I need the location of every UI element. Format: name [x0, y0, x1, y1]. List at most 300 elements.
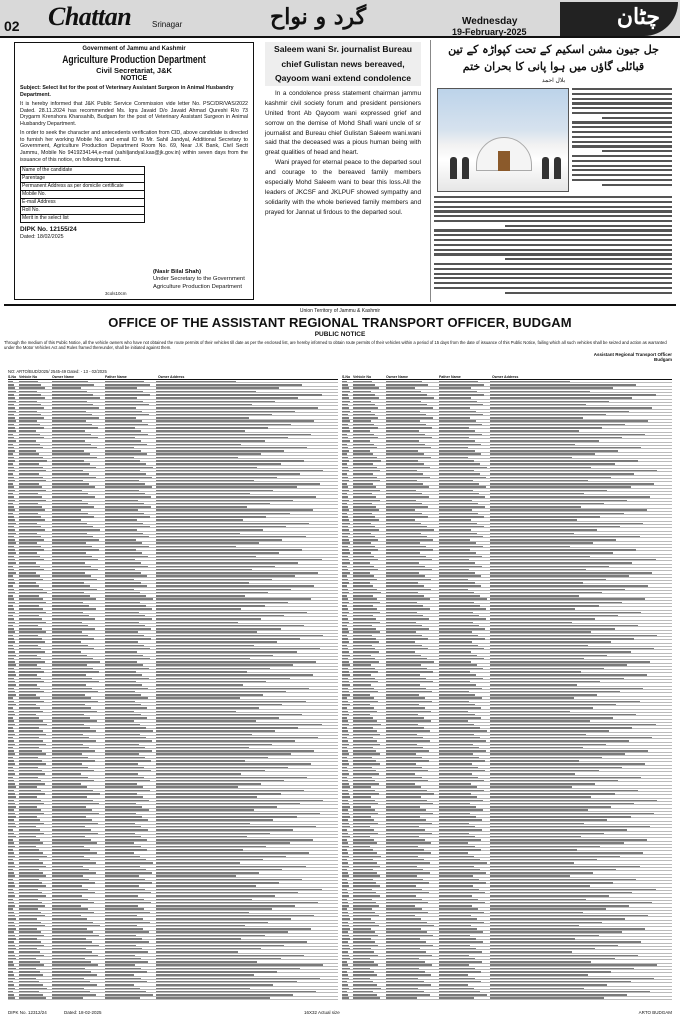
table-cell	[105, 961, 148, 963]
table-cell	[353, 664, 371, 666]
table-cell	[19, 938, 37, 940]
table-cell	[156, 648, 320, 650]
table-cell	[342, 407, 349, 409]
table-cell	[8, 945, 15, 947]
table-cell	[342, 892, 348, 894]
table-cell	[353, 701, 378, 703]
table-cell	[52, 678, 92, 680]
table-cell	[490, 730, 609, 732]
table-cell	[156, 829, 293, 831]
table-cell	[105, 800, 149, 802]
table-cell	[19, 546, 41, 548]
table-cell	[52, 523, 87, 525]
table-cell	[490, 539, 616, 541]
table-cell	[386, 727, 424, 729]
table-cell	[439, 562, 475, 564]
table-cell	[19, 463, 39, 465]
form-row: Roll No.	[21, 206, 145, 214]
table-cell	[105, 849, 147, 851]
table-cell	[386, 895, 416, 897]
table-cell	[386, 971, 425, 973]
table-cell	[342, 516, 348, 518]
text-line	[572, 131, 672, 133]
table-cell	[386, 684, 420, 686]
table-cell	[353, 526, 375, 528]
table-cell	[105, 529, 137, 531]
table-cell	[490, 664, 627, 666]
table-cell	[353, 645, 372, 647]
table-cell	[342, 589, 348, 591]
table-cell	[490, 453, 595, 455]
table-cell	[19, 533, 37, 535]
table-cell	[439, 694, 475, 696]
table-cell	[342, 783, 349, 785]
table-cell	[490, 912, 583, 914]
table-cell	[105, 796, 143, 798]
table-cell	[342, 786, 350, 788]
table-cell	[353, 651, 379, 653]
table-cell	[105, 404, 149, 406]
table-cell	[19, 401, 37, 403]
text-line	[572, 102, 672, 104]
table-cell	[8, 846, 15, 848]
table-cell	[156, 988, 250, 990]
table-cell	[353, 480, 380, 482]
table-cell	[353, 397, 379, 399]
table-cell	[8, 951, 14, 953]
table-cell	[156, 453, 261, 455]
table-cell	[8, 424, 14, 426]
table-cell	[490, 437, 622, 439]
table-cell	[342, 401, 350, 403]
table-cell	[156, 941, 307, 943]
text-line	[434, 268, 672, 270]
table-cell	[156, 529, 263, 531]
table-cell	[353, 984, 377, 986]
table-cell	[156, 585, 314, 587]
table-cell	[8, 542, 16, 544]
table-cell	[439, 720, 468, 722]
table-cell	[156, 747, 249, 749]
table-cell	[386, 453, 424, 455]
table-cell	[439, 457, 468, 459]
table-cell	[156, 955, 304, 957]
table-cell	[19, 912, 41, 914]
table-cell	[52, 500, 82, 502]
form-row: Permanent Address as per domicile certificate	[21, 182, 145, 190]
table-cell	[342, 473, 347, 475]
table-cell	[156, 671, 247, 673]
table-cell	[19, 404, 41, 406]
table-cell	[490, 720, 590, 722]
table-cell	[52, 760, 95, 762]
table-cell	[105, 803, 136, 805]
table-cell	[439, 806, 476, 808]
table-cell	[156, 589, 291, 591]
table-cell	[353, 971, 374, 973]
table-cell	[342, 440, 350, 442]
table-cell	[490, 717, 613, 719]
table-cell	[342, 615, 347, 617]
table-cell	[490, 694, 597, 696]
table-cell	[342, 819, 348, 821]
table-cell	[8, 612, 15, 614]
table-cell	[490, 509, 647, 511]
table-cell	[8, 509, 15, 511]
table-cell	[52, 493, 88, 495]
table-cell	[19, 397, 45, 399]
table-cell	[52, 681, 99, 683]
table-cell	[156, 407, 318, 409]
table-cell	[353, 945, 378, 947]
table-cell	[8, 539, 15, 541]
table-cell	[386, 585, 424, 587]
table-cell	[19, 697, 40, 699]
table-cell	[386, 674, 420, 676]
table-cell	[353, 625, 372, 627]
table-cell	[52, 984, 97, 986]
table-cell	[19, 447, 43, 449]
table-cell	[342, 803, 349, 805]
table-cell	[342, 714, 349, 716]
table-cell	[8, 651, 15, 653]
table-cell	[490, 536, 640, 538]
table-cell	[439, 984, 468, 986]
table-cell	[439, 997, 474, 999]
table-cell	[439, 539, 470, 541]
table-cell	[386, 701, 432, 703]
table-cell	[386, 539, 433, 541]
table-cell	[19, 470, 46, 472]
table-cell	[105, 381, 144, 383]
table-cell	[52, 991, 90, 993]
table-cell	[342, 546, 348, 548]
table-cell	[342, 526, 348, 528]
table-cell	[386, 542, 420, 544]
table-cell	[353, 816, 371, 818]
notice-dip-number: DIPK No. 12155/24	[20, 225, 77, 233]
table-cell	[19, 579, 43, 581]
table-cell	[386, 964, 432, 966]
table-cell	[105, 948, 142, 950]
table-cell	[490, 806, 611, 808]
table-cell	[386, 974, 431, 976]
table-cell	[52, 879, 89, 881]
table-cell	[105, 447, 134, 449]
table-cell	[439, 463, 480, 465]
table-cell	[342, 941, 348, 943]
table-cell	[52, 935, 99, 937]
table-cell	[386, 490, 416, 492]
table-cell	[490, 486, 631, 488]
table-cell	[105, 783, 137, 785]
table-cell	[105, 922, 150, 924]
table-cell	[8, 816, 16, 818]
table-cell	[386, 552, 420, 554]
table-cell	[52, 981, 90, 983]
table-cell	[386, 780, 428, 782]
table-cell	[19, 387, 45, 389]
table-cell	[490, 434, 645, 436]
table-cell	[353, 628, 376, 630]
table-cell	[439, 490, 473, 492]
table-cell	[490, 631, 591, 633]
table-cell	[439, 988, 474, 990]
table-cell	[439, 602, 474, 604]
table-cell	[342, 559, 349, 561]
table-cell	[105, 678, 149, 680]
table-cell	[52, 533, 87, 535]
table-cell	[52, 948, 86, 950]
table-cell	[8, 668, 14, 670]
table-cell	[52, 714, 84, 716]
table-cell	[19, 658, 41, 660]
condolence-headline: Saleem wani Sr. journalist Bureau chief Gulistan news bereaved, Qayoom wani extend condolence	[265, 42, 421, 86]
table-cell	[439, 519, 471, 521]
notice-subject: Subject: Select list for the post of Veterinary Assistant Surgeon in Animal Husbandry Department.	[20, 85, 234, 98]
table-cell	[439, 704, 475, 706]
table-cell	[490, 971, 611, 973]
text-line	[572, 88, 672, 90]
table-cell	[490, 744, 606, 746]
table-cell	[8, 928, 16, 930]
table-cell	[19, 539, 44, 541]
table-cell	[439, 638, 485, 640]
table-cell	[342, 562, 350, 564]
table-cell	[156, 773, 241, 775]
signatory-name: (Nasir Bilal Shah)	[153, 268, 201, 275]
table-cell	[353, 401, 371, 403]
table-cell	[156, 605, 265, 607]
table-cell	[342, 575, 347, 577]
table-cell	[439, 826, 475, 828]
table-cell	[52, 773, 81, 775]
table-cell	[386, 503, 422, 505]
table-cell	[8, 704, 16, 706]
table-cell	[105, 493, 145, 495]
table-cell	[52, 997, 83, 999]
urdu-logo	[560, 2, 678, 36]
table-cell	[105, 991, 146, 993]
table-cell	[156, 447, 307, 449]
table-cell	[386, 753, 416, 755]
table-cell	[156, 974, 254, 976]
table-cell	[353, 674, 371, 676]
table-cell	[19, 681, 44, 683]
table-cell	[52, 411, 86, 413]
table-cell	[156, 714, 302, 716]
table-cell	[490, 391, 590, 393]
table-cell	[342, 912, 348, 914]
table-cell	[156, 417, 249, 419]
table-cell	[490, 790, 638, 792]
table-cell	[342, 509, 349, 511]
table-cell	[353, 823, 378, 825]
table-cell	[386, 777, 422, 779]
table-cell	[8, 786, 16, 788]
table-cell	[490, 701, 640, 703]
table-cell	[439, 470, 474, 472]
table-cell	[8, 579, 14, 581]
table-cell	[386, 509, 415, 511]
table-cell	[52, 931, 93, 933]
rto-title: OFFICE OF THE ASSISTANT REGIONAL TRANSPORT OFFICER, BUDGAM	[108, 315, 572, 330]
table-cell	[156, 572, 318, 574]
table-cell	[490, 892, 632, 894]
table-cell	[52, 955, 98, 957]
table-cell	[105, 730, 153, 732]
table-cell	[386, 852, 431, 854]
notice-dated: Dated: 18/02/2025	[20, 233, 64, 240]
photo-person	[462, 157, 469, 179]
table-cell	[490, 984, 607, 986]
table-cell	[439, 450, 475, 452]
table-cell	[156, 997, 270, 999]
table-cell	[19, 717, 39, 719]
table-cell	[105, 875, 139, 877]
table-cell	[386, 486, 429, 488]
table-cell	[353, 938, 371, 940]
table-cell	[342, 463, 347, 465]
table-cell	[490, 763, 645, 765]
table-cell	[156, 612, 307, 614]
table-cell	[490, 625, 638, 627]
table-cell	[439, 453, 481, 455]
table-cell	[52, 813, 99, 815]
table-cell	[156, 869, 282, 871]
table-cell	[490, 651, 631, 653]
table-cell	[156, 849, 243, 851]
table-cell	[52, 490, 82, 492]
table-cell	[386, 493, 422, 495]
table-cell	[490, 569, 586, 571]
table-cell	[105, 526, 150, 528]
table-cell	[52, 915, 81, 917]
table-cell	[19, 407, 44, 409]
table-cell	[19, 750, 42, 752]
table-cell	[52, 674, 86, 676]
table-cell	[105, 724, 140, 726]
table-cell	[52, 625, 88, 627]
table-cell	[353, 595, 373, 597]
table-cell	[386, 997, 417, 999]
table-cell	[156, 717, 279, 719]
table-cell	[342, 931, 348, 933]
table-cell	[19, 559, 44, 561]
table-cell	[490, 928, 645, 930]
table-cell	[52, 401, 87, 403]
table-cell	[439, 895, 472, 897]
table-cell	[439, 651, 471, 653]
table-cell	[386, 668, 427, 670]
table-cell	[8, 684, 16, 686]
table-cell	[52, 895, 82, 897]
table-cell	[19, 839, 40, 841]
table-cell	[8, 707, 13, 709]
text-line	[434, 239, 672, 241]
table-cell	[353, 566, 374, 568]
table-cell	[52, 470, 83, 472]
table-cell	[386, 533, 421, 535]
table-cell	[8, 740, 14, 742]
table-cell	[490, 866, 640, 868]
table-cell	[353, 694, 370, 696]
text-line	[505, 258, 672, 260]
table-cell	[19, 575, 40, 577]
table-cell	[52, 404, 93, 406]
table-cell	[156, 444, 241, 446]
table-cell	[490, 836, 581, 838]
table-cell	[353, 391, 371, 393]
table-cell	[8, 605, 13, 607]
table-cell	[156, 513, 290, 515]
table-cell	[342, 836, 350, 838]
table-cell	[156, 546, 236, 548]
table-cell	[490, 875, 570, 877]
table-cell	[490, 519, 577, 521]
table-cell	[439, 598, 487, 600]
table-cell	[52, 740, 96, 742]
table-cell	[156, 826, 316, 828]
table-cell	[156, 615, 284, 617]
table-cell	[52, 483, 89, 485]
table-cell	[439, 486, 486, 488]
table-cell	[353, 842, 377, 844]
table-cell	[386, 394, 427, 396]
table-cell	[342, 955, 349, 957]
condolence-para-1: In a condolence press statement chairman jammu kashmir civil society forum and president pensioners United front Ab Qayoom wani expressed grief and sorrow on the demise of Mohd Shafi wani uncle of sr journalist and Bureau chief Gulistan Saleem wani.wani said that the deceased was a pious human being with great qualities of head and heart.	[265, 89, 421, 157]
table-cell	[342, 430, 350, 432]
table-cell	[490, 964, 657, 966]
table-cell	[490, 925, 579, 927]
table-cell	[353, 681, 378, 683]
table-cell	[105, 658, 150, 660]
table-cell	[386, 589, 431, 591]
table-cell	[156, 477, 277, 479]
table-cell	[439, 951, 482, 953]
table-cell	[353, 519, 379, 521]
table-cell	[490, 678, 624, 680]
table-cell	[342, 895, 349, 897]
table-cell	[52, 793, 100, 795]
table-cell	[52, 780, 94, 782]
table-cell	[386, 463, 424, 465]
table-cell	[439, 836, 475, 838]
table-cell	[156, 483, 320, 485]
text-line	[602, 184, 672, 186]
table-cell	[52, 618, 95, 620]
table-cell	[52, 707, 91, 709]
table-cell	[8, 552, 16, 554]
table-cell	[105, 473, 146, 475]
table-cell	[342, 595, 347, 597]
table-cell	[105, 727, 146, 729]
table-cell	[353, 513, 372, 515]
table-cell	[156, 602, 288, 604]
table-cell	[353, 536, 375, 538]
table-cell	[52, 592, 84, 594]
table-cell	[342, 420, 350, 422]
table-cell	[19, 816, 37, 818]
table-cell	[105, 777, 144, 779]
table-cell	[342, 470, 349, 472]
table-cell	[439, 549, 470, 551]
table-cell	[490, 902, 652, 904]
table-cell	[52, 615, 89, 617]
table-cell	[19, 430, 36, 432]
table-cell	[386, 420, 420, 422]
table-cell	[105, 575, 147, 577]
